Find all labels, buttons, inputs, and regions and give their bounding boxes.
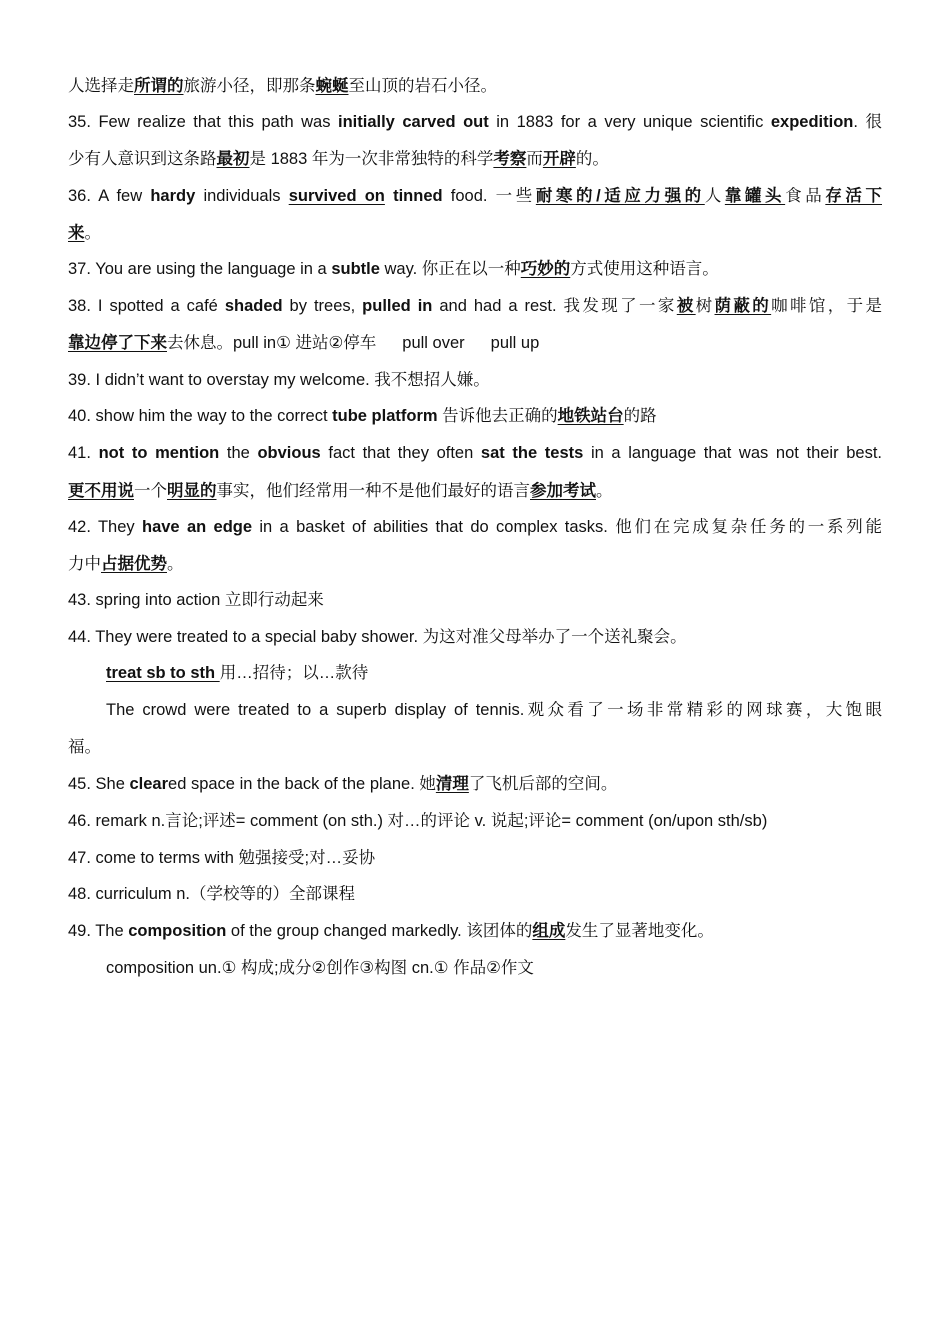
item-47: 47. come to terms with 勉强接受;对…妥协 <box>68 849 376 867</box>
item-44-example-continued: 福。 <box>68 738 101 756</box>
item-48: 48. curriculum n.（学校等的）全部课程 <box>68 885 355 903</box>
item-39: 39. I didn’t want to overstay my welcome. 我不想招人嫌。 <box>68 371 490 389</box>
item-45: 45. She cleared space in the back of the plane. 她清理了飞机后部的空间。 <box>68 775 618 793</box>
item-38-continued: 靠边停了下来去休息。pull in① 进站②停车 pull over pull up <box>68 334 540 352</box>
item-42: 42. They have an edge in a basket of abilities that do complex tasks. 他们在完成复杂任务的一系列能 <box>68 518 882 536</box>
item-36-continued: 来。 <box>68 224 101 242</box>
item-36: 36. A few hardy individuals survived on tinned food. 一些耐寒的/适应力强的人靠罐头食品存活下 <box>68 187 882 205</box>
item-40: 40. show him the way to the correct tube platform 告诉他去正确的地铁站台的路 <box>68 407 657 425</box>
item-43: 43. spring into action 立即行动起来 <box>68 591 324 609</box>
item-44-phrase: treat sb to sth 用…招待；以…款待 <box>106 664 369 682</box>
item-49: 49. The composition of the group changed markedly. 该团体的组成发生了显著地变化。 <box>68 922 714 940</box>
item-35-translation: 少有人意识到这条路最初是 1883 年为一次非常独特的科学考察而开辟的。 <box>68 150 609 168</box>
item-41: 41. not to mention the obvious fact that they often sat the tests in a language that was not their best. <box>68 444 882 462</box>
item-35: 35. Few realize that this path was initially carved out in 1883 for a very unique scientific expedition. 很 <box>68 113 882 131</box>
item-38: 38. I spotted a café shaded by trees, pulled in and had a rest. 我发现了一家被树荫蔽的咖啡馆，于是 <box>68 297 882 315</box>
item-46: 46. remark n.言论;评述= comment (on sth.) 对…的评论 v. 说起;评论= comment (on/upon sth/sb) <box>68 812 768 830</box>
item-42-continued: 力中占据优势。 <box>68 555 184 573</box>
item-44-example: The crowd were treated to a superb display of tennis.观众看了一场非常精彩的网球赛，大饱眼 <box>106 701 882 719</box>
item-49-definition: composition un.① 构成;成分②创作③构图 cn.① 作品②作文 <box>106 959 534 977</box>
item-37: 37. You are using the language in a subtle way. 你正在以一种巧妙的方式使用这种语言。 <box>68 260 719 278</box>
item-41-translation: 更不用说一个明显的事实，他们经常用一种不是他们最好的语言参加考试。 <box>68 482 613 500</box>
text-line: 人选择走所谓的旅游小径，即那条蜿蜒至山顶的岩石小径。 <box>68 77 497 95</box>
item-44: 44. They were treated to a special baby shower. 为这对准父母举办了一个送礼聚会。 <box>68 628 687 646</box>
